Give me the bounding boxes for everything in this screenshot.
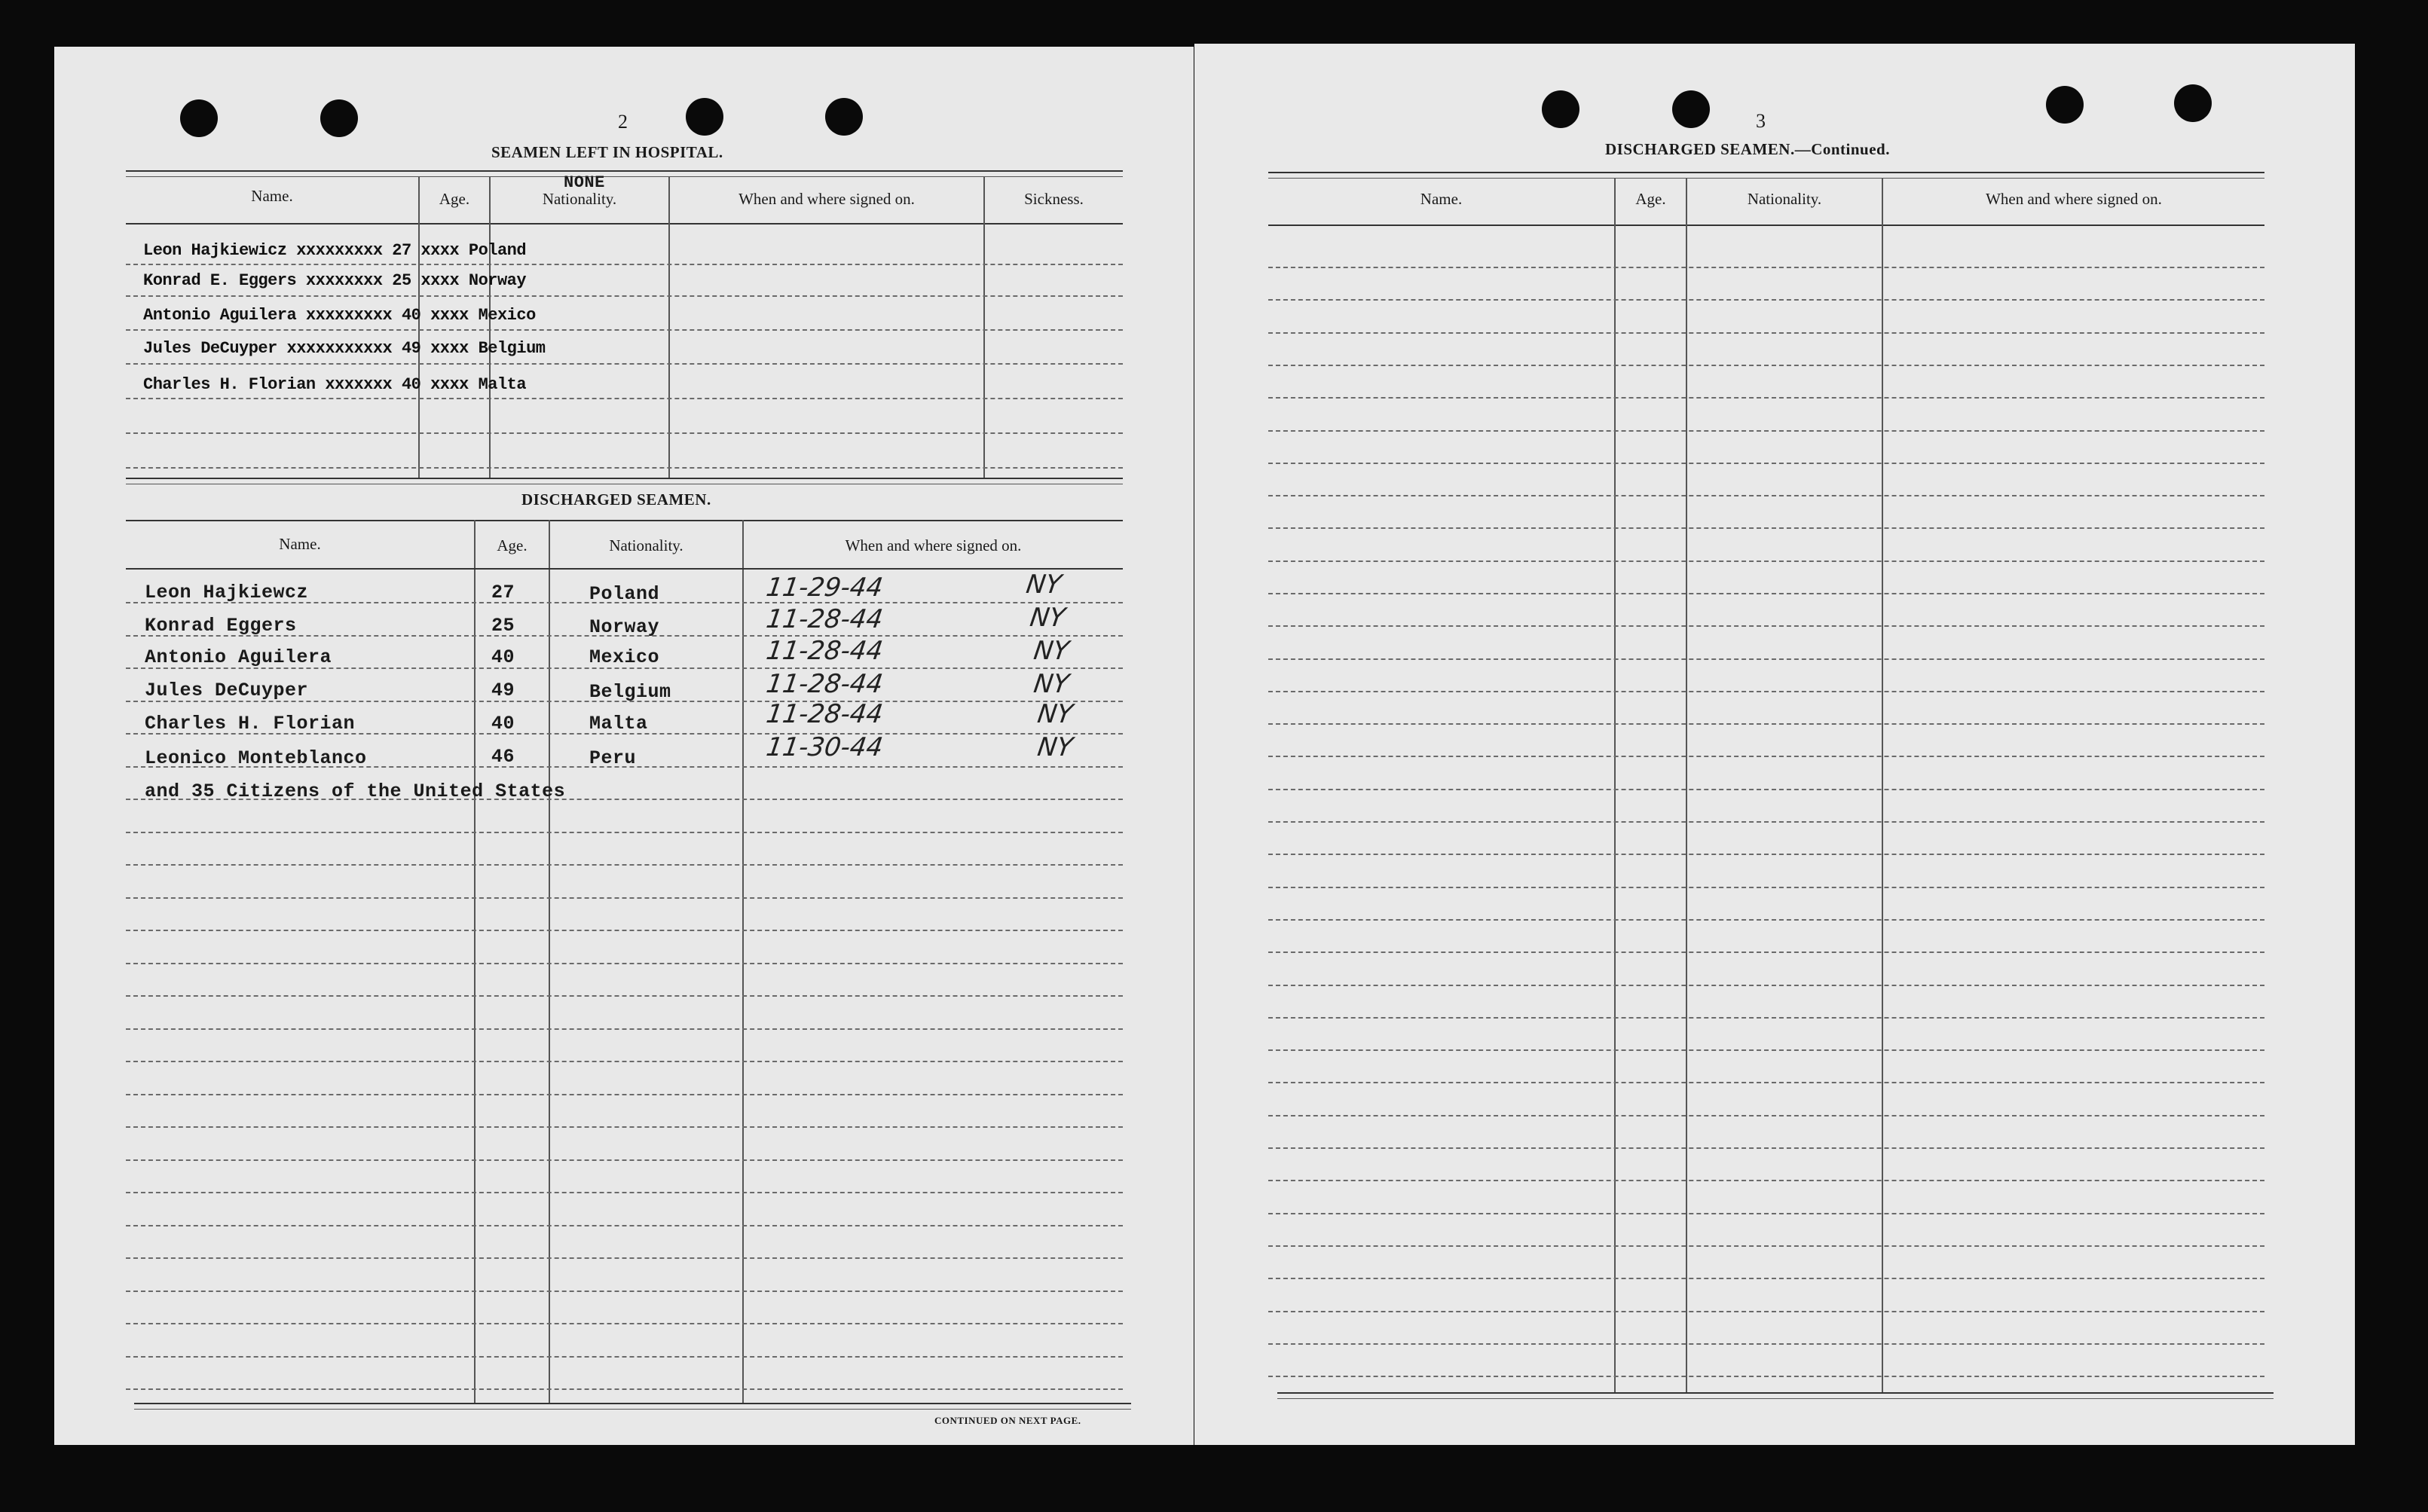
ruled-line: [1268, 1311, 2264, 1312]
seaman-name: Leon Hajkiewcz: [145, 582, 309, 603]
col-header-name: Name.: [251, 187, 293, 205]
punch-hole: [1542, 90, 1579, 128]
ruled-line: [126, 995, 1123, 997]
ruled-line: [126, 1323, 1123, 1324]
right-page: [1194, 44, 2355, 1445]
left-page: [54, 47, 1194, 1445]
hospital-section-title: SEAMEN LEFT IN HOSPITAL.: [491, 143, 723, 161]
struck-row: Charles H. Florian xxxxxxx 40 xxxx Malta: [143, 375, 527, 394]
none-stamp: NONE: [564, 173, 605, 192]
ruled-line: [126, 1291, 1123, 1292]
ruled-line: [1268, 658, 2264, 660]
punch-hole: [1672, 90, 1710, 128]
signed-on-date: 11-29-44: [764, 573, 885, 603]
ruled-line: [1268, 299, 2264, 301]
right-section-title: DISCHARGED SEAMEN.—Continued.: [1605, 140, 1890, 158]
seaman-nationality: Poland: [589, 583, 660, 605]
ruled-line: [1268, 1213, 2264, 1214]
ruled-line: [1268, 267, 2264, 268]
struck-row: Leon Hajkiewicz xxxxxxxxx 27 xxxx Poland: [143, 241, 527, 260]
ruled-line: [1268, 332, 2264, 334]
signed-on-place: NY: [1028, 603, 1068, 633]
ruled-line: [126, 1126, 1123, 1128]
ruled-line: [126, 1388, 1123, 1390]
ruled-line: [1268, 821, 2264, 823]
signed-on-date: 11-28-44: [764, 669, 885, 699]
ruled-line: [1268, 527, 2264, 529]
col-header-age: Age.: [1635, 190, 1666, 208]
ruled-line: [1268, 1245, 2264, 1247]
signed-on-date: 11-28-44: [764, 699, 885, 729]
ruled-line: [1268, 365, 2264, 366]
col-header-age: Age.: [439, 190, 470, 208]
seaman-name: Leonico Monteblanco: [145, 747, 367, 769]
ruled-line: [126, 1028, 1123, 1030]
ruled-line: [1268, 1147, 2264, 1149]
col-header-signed-on: When and where signed on.: [845, 536, 1022, 554]
seaman-nationality: Malta: [589, 713, 648, 735]
punch-hole: [825, 98, 863, 136]
signed-on-date: 11-28-44: [764, 636, 885, 666]
ruled-line: [1268, 1017, 2264, 1019]
col-header-name: Name.: [1420, 190, 1463, 208]
struck-row: Jules DeCuyper xxxxxxxxxxx 49 xxxx Belgium: [143, 339, 546, 358]
ruled-line: [1268, 495, 2264, 496]
seaman-name: Jules DeCuyper: [145, 680, 309, 701]
ruled-line: [1268, 625, 2264, 627]
struck-row: Konrad E. Eggers xxxxxxxx 25 xxxx Norway: [143, 271, 527, 290]
ruled-line: [126, 1356, 1123, 1358]
seaman-age: 25: [491, 615, 515, 637]
discharged-section-title: DISCHARGED SEAMEN.: [521, 490, 711, 509]
signed-on-place: NY: [1032, 636, 1072, 666]
ruled-line: [126, 864, 1123, 866]
col-header-nationality: Nationality.: [1747, 190, 1822, 208]
punch-hole: [686, 98, 723, 136]
col-header-name: Name.: [279, 535, 321, 553]
col-header-age: Age.: [497, 536, 527, 554]
col-header-signed-on: When and where signed on.: [1986, 190, 2162, 208]
ruled-line: [1268, 1278, 2264, 1279]
seaman-name: Antonio Aguilera: [145, 646, 332, 668]
ruled-line: [126, 963, 1123, 964]
signed-on-place: NY: [1035, 699, 1075, 729]
ruled-line: [1268, 430, 2264, 432]
ruled-line: [1268, 985, 2264, 986]
ruled-line: [1268, 1376, 2264, 1377]
ruled-line: [126, 1225, 1123, 1226]
ruled-line: [1268, 1049, 2264, 1051]
ruled-line: [126, 930, 1123, 931]
page-number: 3: [1756, 110, 1766, 132]
seaman-nationality: Belgium: [589, 681, 671, 703]
seaman-age: 40: [491, 713, 515, 735]
seaman-age: 46: [491, 746, 515, 768]
seaman-nationality: Mexico: [589, 646, 660, 668]
page-number: 2: [618, 111, 628, 133]
ruled-line: [1268, 1343, 2264, 1345]
ruled-line: [126, 1094, 1123, 1095]
struck-row: Antonio Aguilera xxxxxxxxx 40 xxxx Mexico: [143, 306, 536, 325]
seaman-name: Charles H. Florian: [145, 713, 356, 735]
ruled-line: [1268, 756, 2264, 757]
ruled-line: [126, 1192, 1123, 1193]
ruled-line: [126, 1159, 1123, 1161]
signed-on-place: NY: [1024, 570, 1064, 600]
seaman-nationality: Peru: [589, 747, 637, 769]
ruled-line: [126, 1061, 1123, 1062]
ruled-line: [126, 897, 1123, 899]
ruled-line: [1268, 463, 2264, 464]
seaman-age: 27: [491, 582, 515, 603]
col-header-sickness: Sickness.: [1024, 190, 1084, 208]
seaman-age: 49: [491, 680, 515, 701]
ruled-line: [1268, 1115, 2264, 1116]
seaman-age: 40: [491, 646, 515, 668]
ruled-line: [1268, 593, 2264, 594]
ruled-line: [1268, 561, 2264, 562]
punch-hole: [180, 99, 218, 137]
ruled-line: [1268, 887, 2264, 888]
signed-on-place: NY: [1032, 669, 1072, 699]
seaman-name: Konrad Eggers: [145, 615, 297, 637]
ruled-line: [126, 1257, 1123, 1259]
ruled-line: [1268, 854, 2264, 855]
punch-hole: [2046, 86, 2084, 124]
signed-on-date: 11-28-44: [764, 604, 885, 634]
continued-footer: CONTINUED ON NEXT PAGE.: [934, 1415, 1081, 1426]
col-header-signed-on: When and where signed on.: [738, 190, 915, 208]
col-header-nationality: Nationality.: [609, 536, 683, 554]
ruled-line: [1268, 397, 2264, 399]
signed-on-date: 11-30-44: [764, 732, 885, 762]
ruled-line: [1268, 951, 2264, 953]
ruled-line: [1268, 723, 2264, 725]
ruled-line: [1268, 789, 2264, 790]
ruled-line: [1268, 1180, 2264, 1181]
ruled-line: [1268, 691, 2264, 692]
punch-hole: [320, 99, 358, 137]
ruled-line: [1268, 919, 2264, 921]
summary-line: and 35 Citizens of the United States: [145, 780, 566, 802]
col-header-nationality: Nationality.: [542, 190, 617, 208]
punch-hole: [2174, 84, 2212, 122]
ruled-line: [1268, 1082, 2264, 1083]
seaman-nationality: Norway: [589, 616, 660, 638]
signed-on-place: NY: [1035, 732, 1075, 762]
ruled-line: [126, 832, 1123, 833]
